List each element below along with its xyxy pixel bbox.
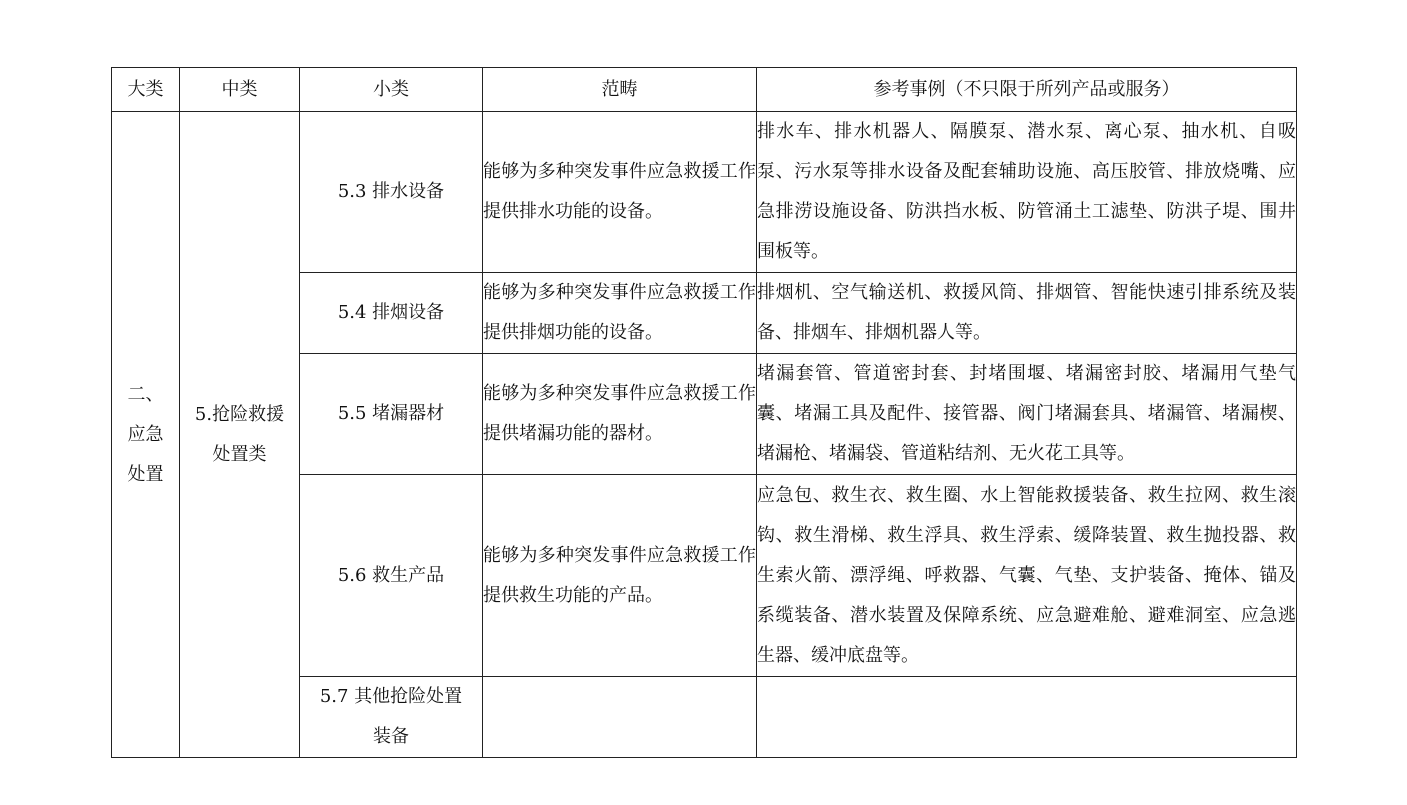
examples-cell: 应急包、救生衣、救生圈、水上智能救援装备、救生拉网、救生滚钩、救生滑梯、救生浮具、救生浮索、缓降装置、救生抛投器、救生索火箭、漂浮绳、呼救器、气囊、气垫、支护装备、掩体、锚及系缆装备、潜水装置及保障系统、应急避难舱、避难洞室、应急逃生器、缓冲底盘等。 <box>757 475 1297 677</box>
scope-cell: 能够为多种突发事件应急救援工作提供救生功能的产品。 <box>483 475 757 677</box>
scope-cell: 能够为多种突发事件应急救援工作提供排烟功能的设备。 <box>483 273 757 354</box>
examples-cell: 排水车、排水机器人、隔膜泵、潜水泵、离心泵、抽水机、自吸泵、污水泵等排水设备及配套辅助设施、高压胶管、排放烧嘴、应急排涝设施设备、防洪挡水板、防管涌土工滤垫、防洪子堤、围井围板等。 <box>757 112 1297 273</box>
examples-cell: 排烟机、空气输送机、救援风筒、排烟管、智能快速引排系统及装备、排烟车、排烟机器人等。 <box>757 273 1297 354</box>
subcategory-cell: 5.6 救生产品 <box>300 475 483 677</box>
header-middle-category: 中类 <box>180 68 300 112</box>
header-scope: 范畴 <box>483 68 757 112</box>
scope-cell <box>483 677 757 758</box>
table-row <box>112 112 1297 273</box>
header-major-category: 大类 <box>112 68 180 112</box>
scope-cell: 能够为多种突发事件应急救援工作提供堵漏功能的器材。 <box>483 354 757 475</box>
middle-category-cell: 5.抢险救援 处置类 <box>180 112 300 758</box>
header-row <box>112 68 1297 112</box>
major-category-cell: 二、 应急 处置 <box>112 112 180 758</box>
subcategory-cell: 5.3 排水设备 <box>300 112 483 273</box>
header-subcategory: 小类 <box>300 68 483 112</box>
examples-cell <box>757 677 1297 758</box>
subcategory-cell: 5.7 其他抢险处置 装备 <box>300 677 483 758</box>
scope-cell: 能够为多种突发事件应急救援工作提供排水功能的设备。 <box>483 112 757 273</box>
subcategory-cell: 5.4 排烟设备 <box>300 273 483 354</box>
classification-table <box>111 67 1297 758</box>
subcategory-cell: 5.5 堵漏器材 <box>300 354 483 475</box>
header-examples: 参考事例（不只限于所列产品或服务） <box>757 68 1297 112</box>
examples-cell: 堵漏套管、管道密封套、封堵围堰、堵漏密封胶、堵漏用气垫气囊、堵漏工具及配件、接管器、阀门堵漏套具、堵漏管、堵漏楔、堵漏枪、堵漏袋、管道粘结剂、无火花工具等。 <box>757 354 1297 475</box>
